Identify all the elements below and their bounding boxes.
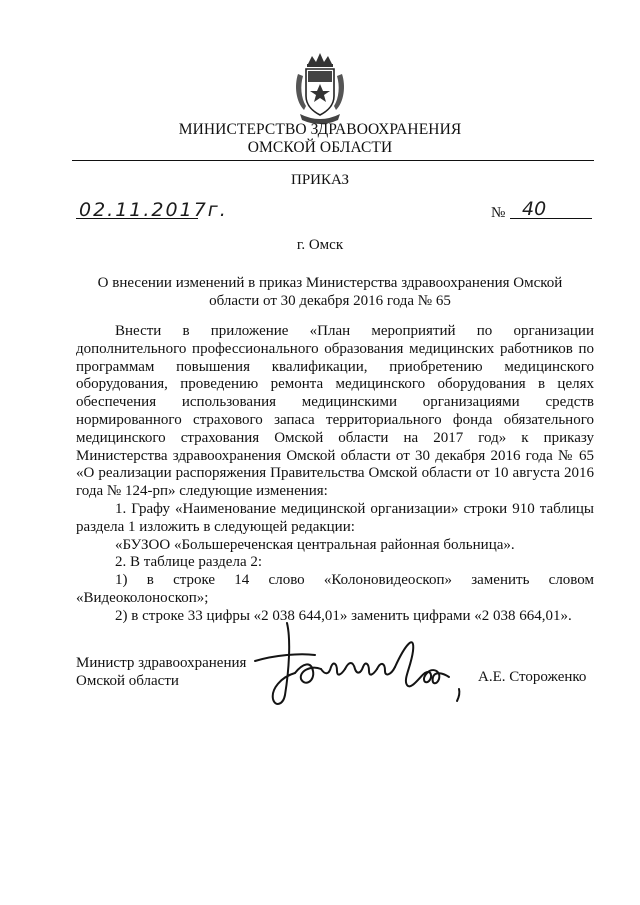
- header-divider: [72, 160, 594, 161]
- order-date: 02.11.2017г.: [79, 199, 228, 221]
- ministry-name-line2: ОМСКОЙ ОБЛАСТИ: [247, 139, 393, 156]
- date-underline: [76, 218, 198, 219]
- body-paragraph-2: 1. Графу «Наименование медицинской организации» строки 910 таблицы раздела 1 изложить в следующей редакции:: [76, 500, 594, 535]
- body-paragraph-4: 2. В таблице раздела 2:: [115, 554, 263, 571]
- position-line1: Министр здравоохранения: [76, 655, 247, 671]
- body-paragraph-5: 1) в строке 14 слово «Колоновидеоскоп» заменить словом «Видеоколоноскоп»;: [76, 572, 594, 606]
- order-number-sign: №: [491, 205, 506, 221]
- body-paragraph-1: Внести в приложение «План мероприятий по организации дополнительного профессионального образования медицинских работников по программам повышения квалификации, приобретению медицинского оборудования, проведению ремонта медицинского оборудования в целях обеспечения использования медицинскими организациями средств нормированного страхового запаса территориального фонда обязательного медицинского страхования Омской области на 2017 год» к приказу Министерства здравоохранения Омской области от 30 декабря 2016 года № 65 «О реализации распоряжения Правительства Омской области от 10 августа 2016 года № 124-рп» следующие изменения:: [76, 323, 594, 500]
- order-number: 40: [522, 198, 547, 220]
- order-subject: [90, 274, 570, 310]
- signatory-position: [76, 654, 246, 690]
- ministry-name-line1: МИНИСТЕРСТВО ЗДРАВООХРАНЕНИЯ: [178, 121, 462, 138]
- body-paragraph-3: «БУЗОО «Большереченская центральная районная больница».: [115, 536, 515, 553]
- order-body: [76, 323, 594, 626]
- signatory-name: А.Е. Стороженко: [478, 669, 587, 685]
- number-underline: [510, 218, 592, 219]
- body-paragraph-6: 2) в строке 33 цифры «2 038 644,01» заменить цифрами «2 038 664,01».: [115, 607, 572, 624]
- position-line2: Омской области: [76, 673, 179, 689]
- handwritten-signature-icon: [245, 615, 470, 715]
- subject-line1: О внесении изменений в приказ Министерства здравоохранения Омской: [97, 275, 563, 291]
- coat-of-arms-icon: [292, 50, 348, 126]
- order-city: г. Омск: [296, 237, 344, 253]
- order-title: ПРИКАЗ: [291, 172, 349, 188]
- subject-line2: области от 30 декабря 2016 года № 65: [209, 293, 451, 309]
